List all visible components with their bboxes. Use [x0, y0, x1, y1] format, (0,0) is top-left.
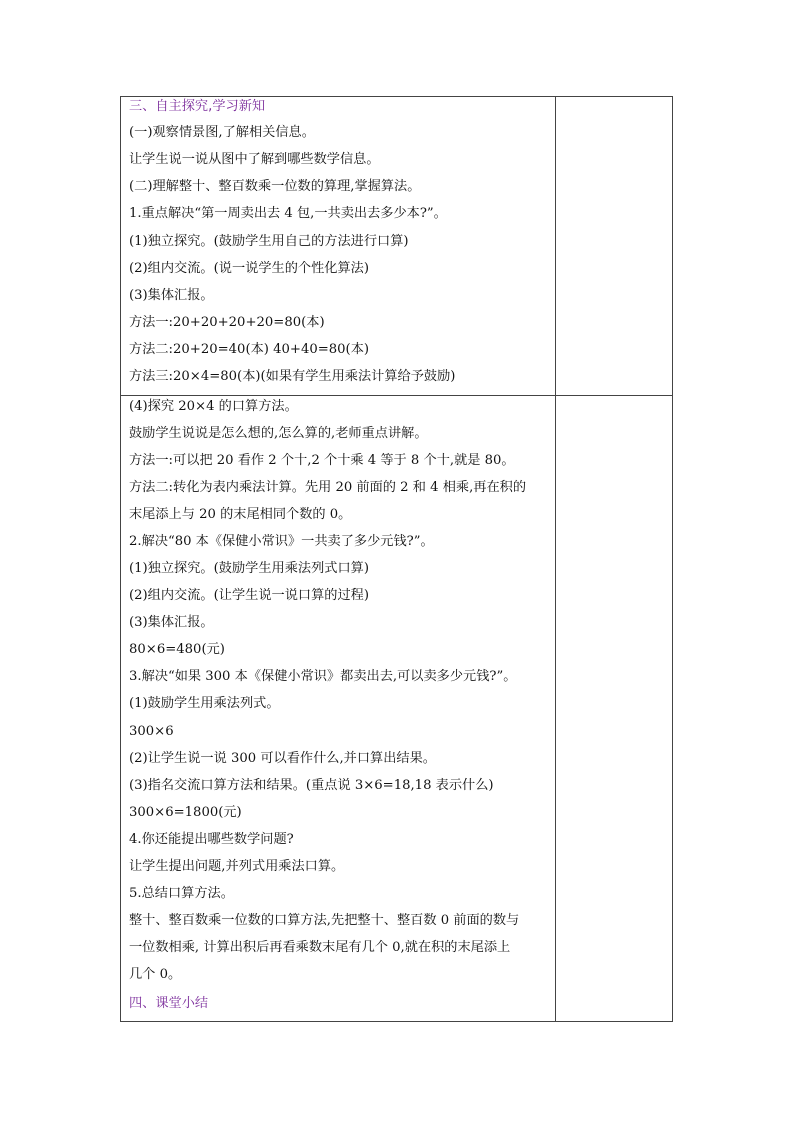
text-line: (3)指名交流口算方法和结果。(重点说 3×6=18,18 表示什么) [129, 778, 494, 793]
text-line: 方法一:20+20+20+20=80(本) [129, 315, 325, 330]
text-line: 80×6=480(元) [129, 642, 225, 657]
text-line: (2)组内交流。(让学生说一说口算的过程) [129, 588, 369, 603]
text-line: 3.解决“如果 300 本《保健小常识》都卖出去,可以卖多少元钱?”。 [129, 669, 517, 684]
text-line: (4)探究 20×4 的口算方法。 [129, 399, 298, 414]
text-line: 1.重点解决“第一周卖出去 4 包,一共卖出去多少本?”。 [129, 206, 447, 221]
row-divider [121, 395, 672, 396]
text-line: (一)观察情景图,了解相关信息。 [129, 125, 315, 140]
text-line: 方法二:转化为表内乘法计算。先用 20 前面的 2 和 4 相乘,再在积的 [129, 480, 527, 495]
text-line: 末尾添上与 20 的末尾相同个数的 0。 [129, 507, 352, 522]
text-line: (3)集体汇报。 [129, 288, 214, 303]
text-line: (1)鼓励学生用乘法列式。 [129, 696, 280, 711]
text-line: (3)集体汇报。 [129, 615, 214, 630]
column-divider [555, 97, 556, 1021]
text-line: 几个 0。 [129, 967, 182, 982]
text-line: (2)让学生说一说 300 可以看作什么,并口算出结果。 [129, 751, 436, 766]
text-line: 让学生说一说从图中了解到哪些数学信息。 [129, 152, 380, 167]
text-line: 方法三:20×4=80(本)(如果有学生用乘法计算给予鼓励) [129, 369, 456, 384]
text-line: 300×6 [129, 724, 174, 739]
text-line: (1)独立探究。(鼓励学生用自己的方法进行口算) [129, 234, 409, 249]
text-line: (2)组内交流。(说一说学生的个性化算法) [129, 261, 369, 276]
text-line: 鼓励学生说说是怎么想的,怎么算的,老师重点讲解。 [129, 426, 428, 441]
text-line: (1)独立探究。(鼓励学生用乘法列式口算) [129, 561, 369, 576]
text-line: 300×6=1800(元) [129, 805, 242, 820]
lesson-plan-table [120, 96, 673, 1022]
text-line: 让学生提出问题,并列式用乘法口算。 [129, 859, 345, 874]
text-line: 4.你还能提出哪些数学问题? [129, 832, 294, 847]
text-line: 2.解决“80 本《保健小常识》一共卖了多少元钱?”。 [129, 534, 434, 549]
text-line: 整十、整百数乘一位数的口算方法,先把整十、整百数 0 前面的数与 [129, 913, 520, 928]
text-line: 方法二:20+20=40(本) 40+40=80(本) [129, 342, 370, 357]
text-line: (二)理解整十、整百数乘一位数的算理,掌握算法。 [129, 179, 421, 194]
text-line: 方法一:可以把 20 看作 2 个十,2 个十乘 4 等于 8 个十,就是 80。 [129, 453, 515, 468]
text-line: 一位数相乘, 计算出积后再看乘数末尾有几个 0,就在积的末尾添上 [129, 940, 511, 955]
section-heading-3: 三、自主探究,学习新知 [129, 99, 266, 114]
section-heading-4: 四、课堂小结 [129, 996, 209, 1011]
text-line: 5.总结口算方法。 [129, 886, 234, 901]
